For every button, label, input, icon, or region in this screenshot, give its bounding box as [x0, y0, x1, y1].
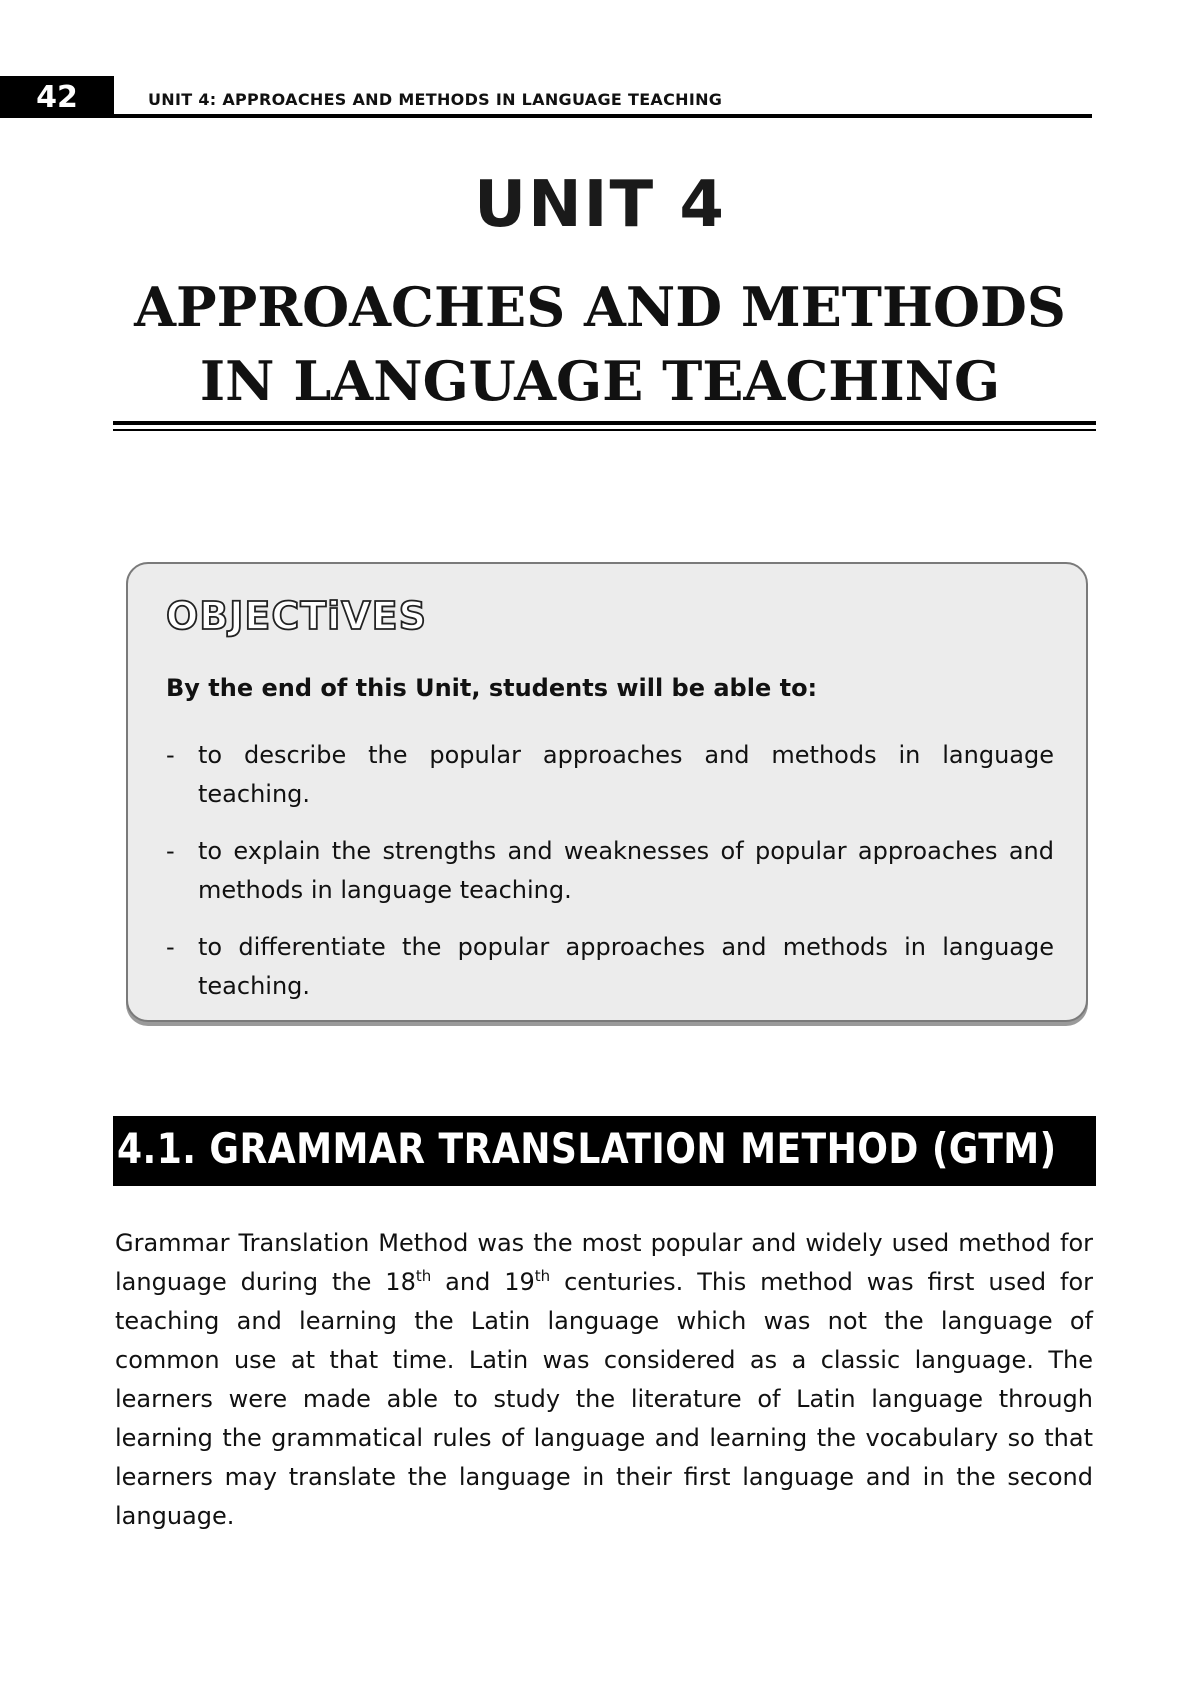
objective-text: to explain the strengths and weaknesses of popular approaches and methods in language teaching.	[198, 837, 1054, 904]
list-dash: -	[166, 837, 175, 865]
unit-title	[100, 270, 1100, 418]
paragraph-text-3: centuries. This method was first used for teaching and learning the Latin language which was not the language of common use at that time. Latin was considered as a classic language. The learners were made able to study the literature of Latin language through learning the grammatical rules of language and learning the vocabulary so that learners may translate the language in their first language and in the second language.	[115, 1268, 1093, 1530]
objective-item	[166, 736, 1054, 814]
objective-text: to differentiate the popular approaches and methods in language teaching.	[198, 933, 1054, 1000]
list-dash: -	[166, 933, 175, 961]
objectives-intro: By the end of this Unit, students will be able to:	[166, 674, 818, 702]
objective-text: to describe the popular approaches and methods in language teaching.	[198, 741, 1054, 808]
unit-title-line-2: IN LANGUAGE TEACHING	[199, 349, 1001, 413]
objective-item	[166, 832, 1054, 910]
title-rule-thick	[113, 421, 1096, 425]
unit-title-line-1: APPROACHES AND METHODS	[134, 275, 1066, 339]
paragraph-text-1: Grammar Translation Method was the most popular and widely used method for language during the 18	[115, 1229, 1093, 1296]
header-rule	[114, 114, 1092, 118]
unit-number: UNIT 4	[474, 168, 726, 242]
paragraph-text-2: and 19	[431, 1268, 535, 1296]
objectives-box	[126, 562, 1088, 1022]
section-title: 4.1. GRAMMAR TRANSLATION METHOD (GTM)	[117, 1124, 1057, 1173]
objectives-heading: OBJECTiVES	[166, 594, 427, 638]
superscript-th-1: th	[415, 1267, 432, 1285]
superscript-th-2: th	[534, 1267, 551, 1285]
page-number: 42	[0, 76, 114, 118]
body-paragraph	[115, 1224, 1093, 1536]
title-rule-thin	[113, 429, 1096, 431]
objective-item	[166, 928, 1054, 1006]
page-header	[0, 76, 1092, 118]
list-dash: -	[166, 741, 175, 769]
section-heading-bar	[113, 1116, 1096, 1186]
objectives-list	[166, 736, 1054, 1024]
running-title: UNIT 4: APPROACHES AND METHODS IN LANGUAGE TEACHING	[148, 90, 723, 109]
